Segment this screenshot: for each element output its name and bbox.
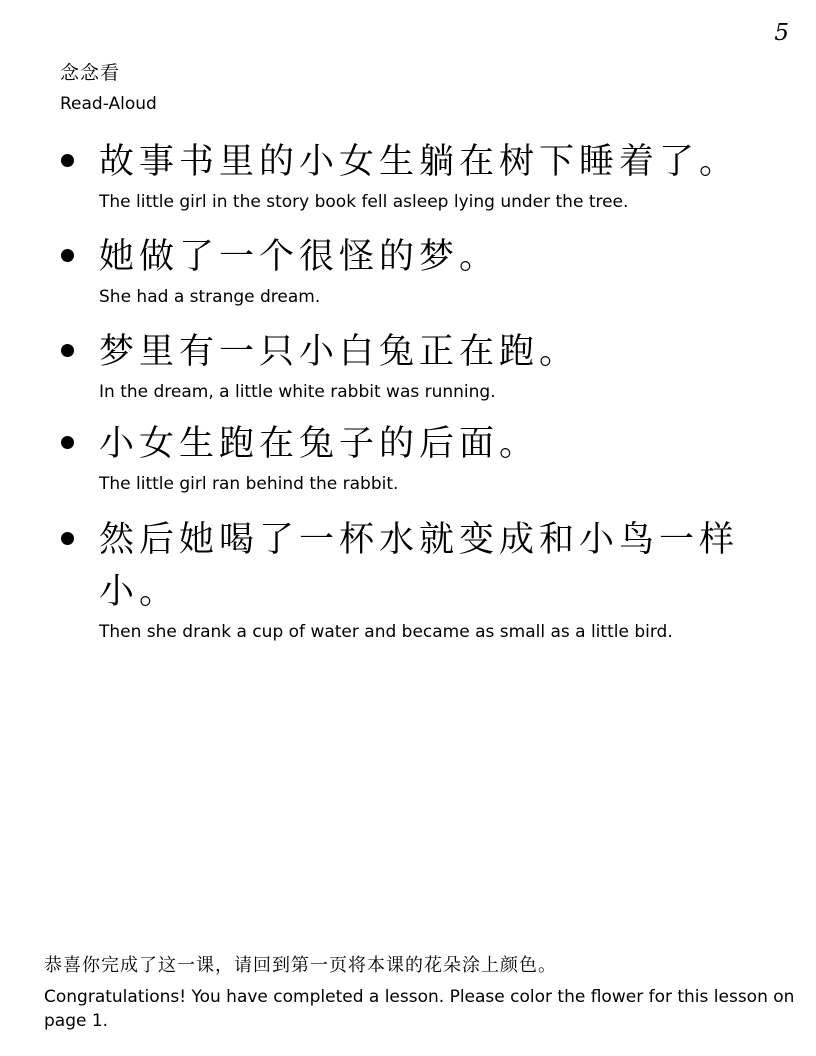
section-title-english: Read-Aloud xyxy=(60,94,157,114)
sentence-item xyxy=(0,231,816,309)
footer-message-chinese: 恭喜你完成了这一课，请回到第一页将本课的花朵涂上颜色。 xyxy=(44,955,557,976)
sentence-chinese: 小女生跑在兔子的后面。 xyxy=(99,424,540,464)
bullet-icon xyxy=(61,532,74,545)
sentence-chinese: 她做了一个很怪的梦。 xyxy=(99,237,500,277)
sentence-english: She had a strange dream. xyxy=(99,287,321,307)
sentence-english: The little girl in the story book fell asleep lying under the tree. xyxy=(99,192,629,212)
sentence-item xyxy=(0,514,816,644)
section-title-chinese: 念念看 xyxy=(60,62,121,84)
sentence-english: Then she drank a cup of water and became as small as a little bird. xyxy=(99,622,673,642)
sentence-english: The little girl ran behind the rabbit. xyxy=(99,474,399,494)
sentence-item xyxy=(0,418,816,496)
sentence-chinese: 然后她喝了一杯水就变成和小鸟一样小。 xyxy=(99,520,740,612)
bullet-icon xyxy=(61,154,74,167)
footer-message-english: Congratulations! You have completed a lesson. Please color the flower for this lesson on page 1. xyxy=(44,987,795,1031)
bullet-icon xyxy=(61,436,74,449)
bullet-icon xyxy=(61,249,74,262)
sentence-list xyxy=(0,136,816,644)
sentence-english: In the dream, a little white rabbit was running. xyxy=(99,382,496,402)
page-number: 5 xyxy=(774,20,789,46)
sentence-chinese: 故事书里的小女生躺在树下睡着了。 xyxy=(99,142,740,182)
sentence-item xyxy=(0,326,816,404)
sentence-item xyxy=(0,136,816,214)
sentence-chinese: 梦里有一只小白兔正在跑。 xyxy=(99,332,580,372)
bullet-icon xyxy=(61,344,74,357)
